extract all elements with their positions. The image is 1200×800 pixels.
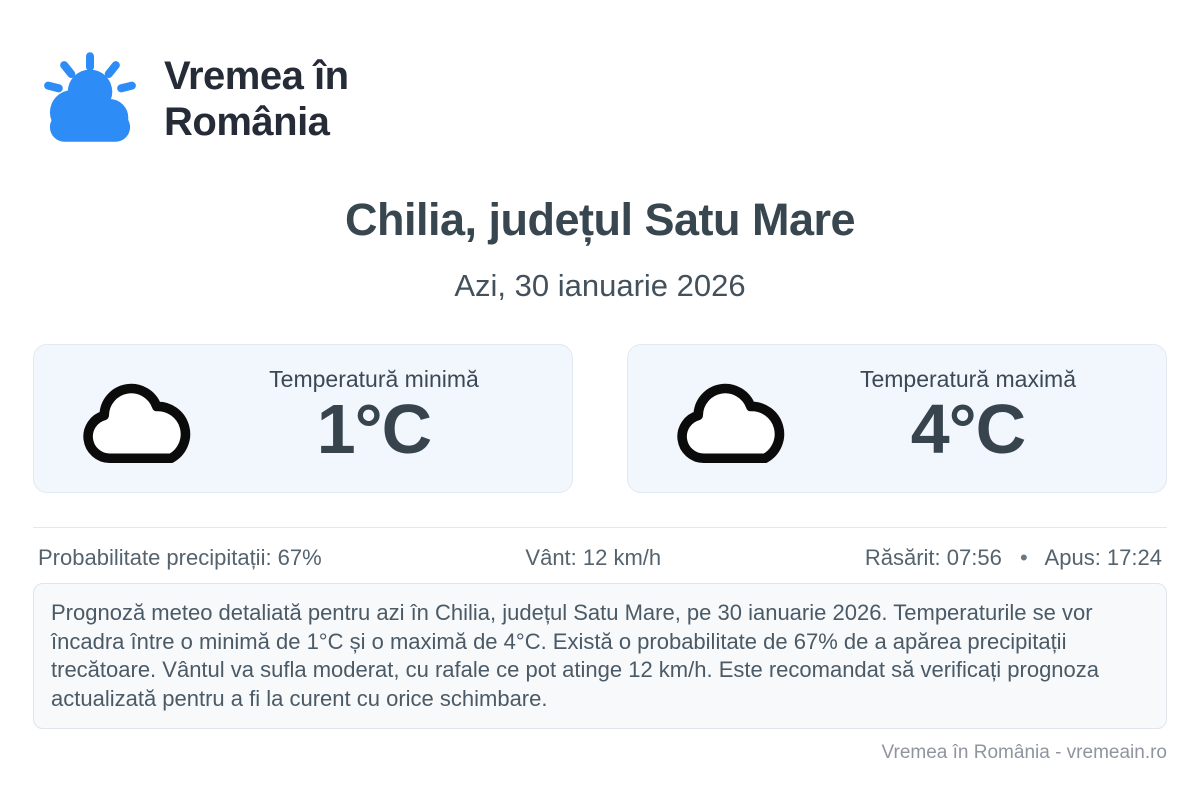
page-title: Chilia, județul Satu Mare (344, 194, 856, 245)
min-temp-value: 1°C (316, 390, 432, 469)
max-temperature-card (627, 344, 1167, 493)
wind-stat: Vânt: 12 km/h (525, 545, 662, 570)
cloud-icon (668, 367, 790, 471)
site-name (164, 53, 349, 145)
max-temp-value: 4°C (910, 390, 1026, 469)
precipitation-stat: Probabilitate precipitații: 67% (38, 545, 322, 570)
date-subtitle: Azi, 30 ianuarie 2026 (454, 268, 746, 303)
site-name-line1: Vremea în (164, 54, 349, 98)
sunrise-stat: Răsărit: 07:56 (864, 545, 1002, 570)
stats-row (33, 545, 1167, 571)
forecast-summary: Prognoză meteo detaliată pentru azi în Chilia, județul Satu Mare, pe 30 ianuarie 2026. Temperaturile se vor încadra între o minimă de 1°C și o maximă de 4°C. Există o probabilitate de 67% de a apărea precipitații trecătoare. Vântul va sufla moderat, cu rafale ce pot atinge 12 km/h. Este recomandat să verificați prognoza actualizată pentru a fi la curent cu orice schimbare. (33, 583, 1167, 729)
sun-cloud-logo-icon (40, 50, 140, 148)
sunset-stat: Apus: 17:24 (1044, 545, 1162, 570)
cloud-icon (74, 367, 196, 471)
site-logo[interactable] (40, 50, 349, 148)
min-temp-group (196, 366, 552, 467)
max-temp-label: Temperatură maximă (859, 366, 1077, 393)
bullet-separator: • (1019, 545, 1028, 570)
footer-credit: Vremea în România - vremeain.ro (881, 742, 1167, 764)
divider (33, 527, 1167, 528)
temperature-cards (33, 344, 1167, 493)
sun-times (865, 545, 1162, 571)
max-temp-group (790, 366, 1146, 467)
min-temperature-card (33, 344, 573, 493)
min-temp-label: Temperatură minimă (269, 366, 479, 393)
site-name-line2: România (164, 100, 330, 144)
